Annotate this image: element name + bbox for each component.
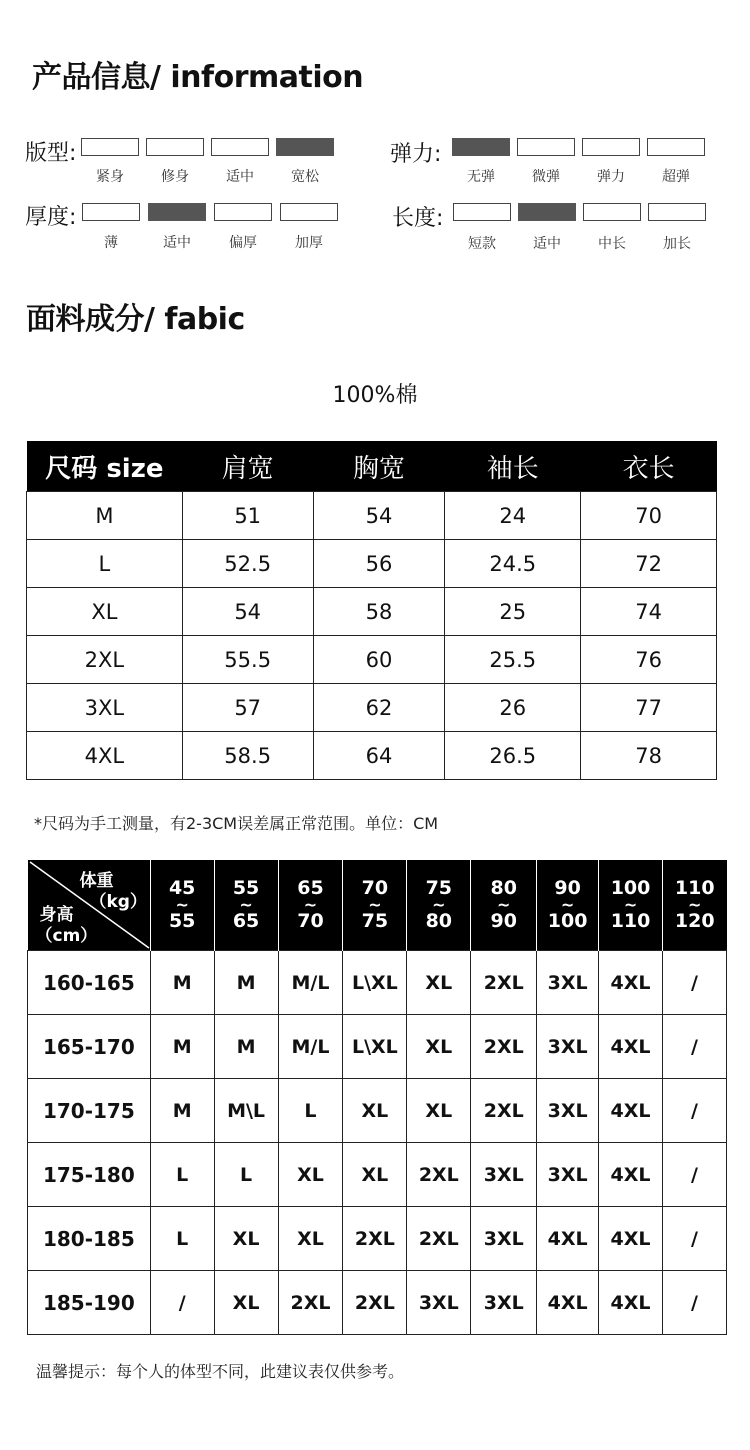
- option-label: 薄: [104, 235, 118, 251]
- option-box: [648, 203, 706, 221]
- weight-range-header: [663, 860, 727, 951]
- fabric-composition: 100%棉: [332, 383, 418, 408]
- option-box-selected: [518, 203, 576, 221]
- weight-min: 45: [168, 877, 196, 899]
- weight-label: 体重: [79, 871, 114, 891]
- weight-min: 100: [610, 877, 651, 899]
- weight-max: 75: [361, 910, 389, 932]
- weight-range-header: [278, 860, 343, 951]
- recommended-size-cell: 3XL: [537, 951, 599, 1015]
- option-box: [453, 203, 511, 221]
- recommended-size-cell: L\XL: [343, 951, 407, 1015]
- weight-min: 55: [232, 877, 260, 899]
- table-row: [27, 492, 717, 540]
- measure-cell: 72: [581, 540, 717, 588]
- weight-range-header: [537, 860, 599, 951]
- measure-cell: 56: [313, 540, 445, 588]
- recommended-size-cell: XL: [343, 1079, 407, 1143]
- option-label: 超弹: [662, 169, 690, 185]
- option-label: 短款: [468, 236, 496, 252]
- attribute-label: 版型:: [25, 141, 77, 166]
- weight-max: 110: [610, 910, 651, 932]
- option-label: 中长: [598, 236, 626, 252]
- range-tilde: ~: [623, 895, 638, 914]
- recommended-size-cell: M\L: [214, 1079, 278, 1143]
- option-box-selected: [148, 203, 206, 221]
- range-tilde: ~: [368, 895, 382, 914]
- recommended-size-cell: 4XL: [537, 1207, 599, 1271]
- recommended-size-cell: 2XL: [471, 1015, 537, 1079]
- table-row: [27, 540, 717, 588]
- measure-cell: 77: [581, 684, 717, 732]
- recommended-size-cell: /: [663, 1079, 727, 1143]
- measure-cell: 78: [581, 732, 717, 780]
- range-tilde: ~: [175, 895, 189, 914]
- size-cell: XL: [27, 588, 183, 636]
- attribute-label: 弹力:: [390, 142, 442, 167]
- recommended-size-cell: M/L: [278, 951, 343, 1015]
- recommended-size-cell: M: [214, 951, 278, 1015]
- recommended-size-cell: XL: [214, 1271, 278, 1335]
- option-box: [647, 138, 705, 156]
- option-box: [517, 138, 575, 156]
- recommended-size-cell: 2XL: [471, 1079, 537, 1143]
- recommended-size-cell: 2XL: [343, 1271, 407, 1335]
- size-cell: 3XL: [27, 684, 183, 732]
- height-range-cell: 185-190: [28, 1271, 151, 1335]
- size-cell: L: [27, 540, 183, 588]
- recommended-size-cell: 2XL: [343, 1207, 407, 1271]
- recommended-size-cell: 4XL: [599, 1271, 663, 1335]
- weight-range-header: [599, 860, 663, 951]
- recommended-size-cell: XL: [343, 1143, 407, 1207]
- range-tilde: ~: [432, 895, 446, 914]
- recommended-size-cell: 3XL: [471, 1207, 537, 1271]
- measure-cell: 60: [313, 636, 445, 684]
- recommended-size-cell: L: [150, 1207, 214, 1271]
- recommended-size-cell: L: [278, 1079, 343, 1143]
- fabric-title: 面料成分/ fabic: [26, 302, 245, 337]
- range-tilde: ~: [303, 895, 318, 914]
- option-box: [146, 138, 204, 156]
- option-box: [280, 203, 338, 221]
- table-row: [27, 732, 717, 780]
- measure-cell: 64: [313, 732, 445, 780]
- option-box-selected: [276, 138, 334, 156]
- option-box: [583, 203, 641, 221]
- size-cell: 2XL: [27, 636, 183, 684]
- measure-cell: 54: [313, 492, 445, 540]
- measure-cell: 26: [445, 684, 581, 732]
- recommended-size-cell: 3XL: [537, 1079, 599, 1143]
- recommended-size-cell: 4XL: [599, 1015, 663, 1079]
- recommended-size-cell: /: [150, 1271, 214, 1335]
- weight-range-header: [471, 860, 537, 951]
- weight-range-header: [214, 860, 278, 951]
- option-label: 适中: [533, 236, 561, 252]
- attribute-label: 厚度:: [25, 205, 77, 230]
- recommended-size-cell: 2XL: [471, 951, 537, 1015]
- weight-max: 80: [425, 910, 453, 932]
- size-note: *尺码为手工测量，有2-3CM误差属正常范围。单位：CM: [34, 814, 439, 833]
- recommended-size-cell: XL: [407, 1079, 471, 1143]
- header-shoulder: 肩宽: [182, 441, 313, 492]
- height-unit: （cm）: [35, 926, 98, 946]
- measure-cell: 58.5: [182, 732, 313, 780]
- table-row: [28, 1015, 727, 1079]
- option-box: [82, 203, 140, 221]
- recommended-size-cell: M: [150, 1015, 214, 1079]
- recommended-size-cell: 2XL: [278, 1271, 343, 1335]
- recommended-size-cell: 4XL: [599, 1079, 663, 1143]
- recommended-size-cell: 4XL: [599, 1207, 663, 1271]
- recommended-size-cell: L\XL: [343, 1015, 407, 1079]
- tip-text: 温馨提示：每个人的体型不同，此建议表仅供参考。: [36, 1362, 405, 1381]
- recommended-size-cell: 3XL: [471, 1271, 537, 1335]
- recommended-size-cell: XL: [278, 1207, 343, 1271]
- corner-header: [28, 860, 151, 951]
- measure-cell: 76: [581, 636, 717, 684]
- recommended-size-cell: XL: [214, 1207, 278, 1271]
- header-size: 尺码 size: [27, 441, 183, 492]
- recommended-size-cell: 3XL: [471, 1143, 537, 1207]
- header-length: 衣长: [581, 441, 717, 492]
- range-tilde: ~: [239, 895, 253, 914]
- weight-max: 65: [232, 910, 260, 932]
- measure-cell: 55.5: [182, 636, 313, 684]
- recommended-size-cell: M: [150, 951, 214, 1015]
- height-label: 身高: [39, 905, 74, 925]
- range-tilde: ~: [688, 895, 702, 914]
- height-range-cell: 180-185: [28, 1207, 151, 1271]
- measure-cell: 57: [182, 684, 313, 732]
- header-sleeve: 袖长: [445, 441, 581, 492]
- weight-max: 100: [547, 910, 588, 932]
- info-title: 产品信息/ information: [32, 60, 364, 95]
- fit-table-header: [28, 860, 727, 951]
- recommended-size-cell: L: [214, 1143, 278, 1207]
- recommended-size-cell: M: [150, 1079, 214, 1143]
- recommended-size-cell: 4XL: [537, 1271, 599, 1335]
- recommended-size-cell: XL: [278, 1143, 343, 1207]
- recommended-size-cell: 3XL: [407, 1271, 471, 1335]
- measure-cell: 24: [445, 492, 581, 540]
- recommended-size-cell: /: [663, 951, 727, 1015]
- option-label: 无弹: [467, 169, 495, 185]
- option-label: 修身: [161, 169, 189, 185]
- recommended-size-cell: 3XL: [537, 1015, 599, 1079]
- weight-unit: （kg）: [89, 892, 147, 912]
- height-range-cell: 170-175: [28, 1079, 151, 1143]
- recommended-size-cell: 4XL: [599, 951, 663, 1015]
- option-label: 加长: [663, 236, 691, 252]
- weight-min: 75: [425, 877, 453, 899]
- option-label: 适中: [226, 169, 254, 185]
- measure-cell: 70: [581, 492, 717, 540]
- range-tilde: ~: [497, 895, 511, 914]
- table-row: [27, 636, 717, 684]
- table-row: [27, 684, 717, 732]
- option-box: [214, 203, 272, 221]
- table-row: [28, 1079, 727, 1143]
- weight-range-header: [407, 860, 471, 951]
- recommended-size-cell: 4XL: [599, 1143, 663, 1207]
- height-range-cell: 160-165: [28, 951, 151, 1015]
- recommended-size-cell: XL: [407, 1015, 471, 1079]
- measure-cell: 62: [313, 684, 445, 732]
- weight-min: 80: [490, 877, 517, 899]
- recommended-size-cell: 2XL: [407, 1207, 471, 1271]
- measure-cell: 24.5: [445, 540, 581, 588]
- recommended-size-cell: M: [214, 1015, 278, 1079]
- measure-cell: 74: [581, 588, 717, 636]
- recommended-size-cell: L: [150, 1143, 214, 1207]
- weight-max: 90: [490, 910, 517, 932]
- measure-cell: 25: [445, 588, 581, 636]
- weight-max: 55: [168, 910, 196, 932]
- recommended-size-cell: M/L: [278, 1015, 343, 1079]
- table-row: [27, 588, 717, 636]
- weight-range-header: [150, 860, 214, 951]
- weight-min: 90: [554, 877, 581, 899]
- recommended-size-cell: XL: [407, 951, 471, 1015]
- option-box-selected: [452, 138, 510, 156]
- size-table-header: [27, 441, 717, 492]
- recommended-size-cell: /: [663, 1015, 727, 1079]
- measure-cell: 25.5: [445, 636, 581, 684]
- recommended-size-cell: 3XL: [537, 1143, 599, 1207]
- size-cell: M: [27, 492, 183, 540]
- recommended-size-cell: /: [663, 1207, 727, 1271]
- table-row: [28, 1143, 727, 1207]
- option-box: [81, 138, 139, 156]
- measure-cell: 51: [182, 492, 313, 540]
- table-row: [28, 951, 727, 1015]
- header-chest: 胸宽: [313, 441, 445, 492]
- option-box: [582, 138, 640, 156]
- height-range-cell: 175-180: [28, 1143, 151, 1207]
- option-label: 微弹: [532, 169, 560, 185]
- measure-cell: 52.5: [182, 540, 313, 588]
- table-row: [28, 1271, 727, 1335]
- option-label: 宽松: [291, 169, 319, 185]
- weight-min: 70: [361, 877, 389, 899]
- option-box: [211, 138, 269, 156]
- weight-max: 70: [297, 910, 324, 932]
- weight-min: 110: [674, 877, 715, 899]
- fit-table: [27, 860, 727, 1335]
- range-tilde: ~: [560, 895, 575, 914]
- weight-max: 120: [674, 910, 715, 932]
- recommended-size-cell: /: [663, 1143, 727, 1207]
- option-label: 弹力: [597, 169, 625, 185]
- height-range-cell: 165-170: [28, 1015, 151, 1079]
- recommended-size-cell: 2XL: [407, 1143, 471, 1207]
- measure-cell: 54: [182, 588, 313, 636]
- measure-cell: 58: [313, 588, 445, 636]
- option-label: 紧身: [96, 169, 124, 185]
- option-label: 偏厚: [229, 235, 257, 251]
- size-cell: 4XL: [27, 732, 183, 780]
- size-table: [26, 441, 717, 780]
- attribute-label: 长度:: [392, 206, 444, 231]
- option-label: 适中: [163, 235, 191, 251]
- weight-min: 65: [297, 877, 324, 899]
- table-row: [28, 1207, 727, 1271]
- weight-range-header: [343, 860, 407, 951]
- measure-cell: 26.5: [445, 732, 581, 780]
- option-label: 加厚: [295, 235, 323, 251]
- recommended-size-cell: /: [663, 1271, 727, 1335]
